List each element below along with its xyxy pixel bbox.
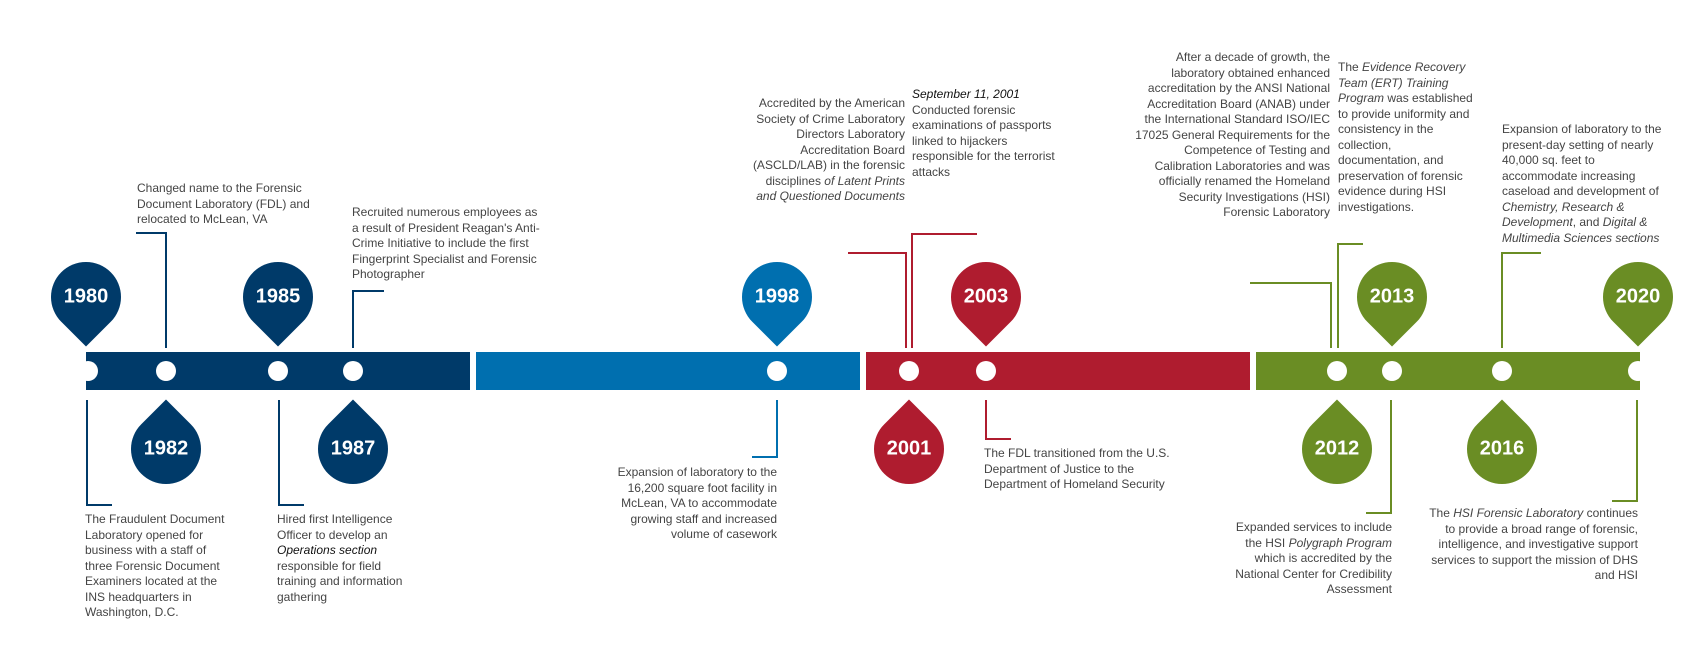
year-label-1987: 1987 bbox=[330, 437, 376, 460]
note-2013-polygraph-emphasis: Polygraph Program bbox=[1288, 535, 1392, 550]
note-1998 bbox=[617, 465, 777, 543]
note-2016-text-before: Expansion of laboratory to the present-day setting of nearly 40,000 sq. feet to accommodate increasing caseload and development of bbox=[1502, 122, 1662, 198]
timeline-dot-2001 bbox=[899, 361, 919, 381]
note-1982 bbox=[137, 181, 317, 228]
connector-1987 bbox=[352, 290, 384, 348]
connector-2012-accreditation bbox=[1250, 282, 1332, 348]
note-2001-sept11 bbox=[912, 87, 1062, 180]
connector-2013-ert bbox=[1337, 243, 1363, 348]
connector-2001-sept11 bbox=[911, 233, 977, 348]
timeline-dot-2016 bbox=[1492, 361, 1512, 381]
note-1985-text-before: Hired first Intelligence Officer to develop an bbox=[277, 512, 393, 542]
note-1987-text: Recruited numerous employees as a result of President Reagan's Anti-Crime Initiative to include the first Fingerprint Specialist and Forensic Photographer bbox=[352, 205, 540, 281]
note-1998-text: Expansion of laboratory to the 16,200 square foot facility in McLean, VA to accommodate growing staff and increased volume of casework bbox=[617, 465, 777, 541]
note-2001-accreditation-text-before: Accredited by the American Society of Crime Laboratory Directors Laboratory Accreditation Board (ASCLD/LAB) in the forensic disciplines bbox=[752, 96, 905, 188]
year-label-2013: 2013 bbox=[1369, 285, 1415, 308]
connector-1982 bbox=[136, 232, 167, 348]
year-label-2020: 2020 bbox=[1615, 285, 1661, 308]
note-2016-emphasis-2: Digital & Multimedia Sciences sections bbox=[1502, 215, 1660, 245]
note-2016 bbox=[1502, 122, 1670, 246]
note-2020-text-after: continues to provide a broad range of forensic, intelligence, and investigative support services to support the mission of DHS and HSI bbox=[1431, 506, 1638, 582]
note-1980-text: The Fraudulent Document Laboratory opened for business with a staff of three Forensic Document Examiners located at the INS headquarters in Washington, D.C. bbox=[85, 512, 225, 619]
era-band-blue bbox=[476, 352, 860, 390]
note-2012-text: After a decade of growth, the laboratory obtained enhanced accreditation by the ANSI National Accreditation Board (ANAB) under the International Standard ISO/IEC 17025 General Requirements for the Competence of Testing and Calibration Laboratories and was officially renamed the Homeland Security Investigations (HSI) Forensic Laboratory bbox=[1135, 50, 1330, 219]
note-2001-accreditation bbox=[745, 96, 905, 205]
connector-2016 bbox=[1501, 252, 1541, 348]
note-2001-accreditation-emphasis: of Latent Prints and Questioned Documents bbox=[756, 173, 905, 203]
note-1985 bbox=[277, 512, 422, 605]
note-2020-text-before: The bbox=[1429, 506, 1454, 520]
era-band-red bbox=[866, 352, 1250, 390]
note-1985-text-after: responsible for field training and information gathering bbox=[277, 558, 403, 604]
note-2013-ert-text-after: was established to provide uniformity and consistency in the collection, documentation, and preservation of forensic evidence during HSI investigations. bbox=[1338, 91, 1473, 214]
connector-2001-accreditation bbox=[848, 252, 907, 348]
timeline-dot-1998 bbox=[767, 361, 787, 381]
note-2003-text: The FDL transitioned from the U.S. Department of Justice to the Department of Homeland Security bbox=[984, 446, 1170, 491]
note-2013-polygraph bbox=[1222, 520, 1392, 598]
note-2013-polygraph-text-after: which is accredited by the National Center for Credibility Assessment bbox=[1235, 551, 1392, 596]
timeline-dot-2013 bbox=[1382, 361, 1402, 381]
year-label-2012: 2012 bbox=[1314, 437, 1360, 460]
note-2001-sept11-date: September 11, 2001 bbox=[912, 87, 1020, 101]
timeline-dot-1985 bbox=[268, 361, 288, 381]
note-2013-ert-text-before: The bbox=[1338, 60, 1363, 74]
note-1980 bbox=[85, 512, 235, 621]
year-label-2003: 2003 bbox=[963, 285, 1009, 308]
timeline-dot-2020 bbox=[1628, 361, 1648, 381]
connector-2003 bbox=[985, 400, 1011, 440]
note-2016-text-mid: , and bbox=[1572, 215, 1603, 229]
note-2020 bbox=[1428, 506, 1638, 584]
year-label-2016: 2016 bbox=[1479, 437, 1525, 460]
note-2012-accreditation bbox=[1130, 50, 1330, 221]
year-label-1998: 1998 bbox=[754, 285, 800, 308]
note-2013-polygraph-text-before: Expanded services to include the HSI bbox=[1235, 520, 1392, 550]
note-1982-text: Changed name to the Forensic Document Laboratory (FDL) and relocated to McLean, VA bbox=[137, 181, 310, 226]
note-2001-sept11-text: Conducted forensic examinations of passports linked to hijackers responsible for the terrorist attacks bbox=[912, 102, 1055, 179]
note-2016-emphasis-1: Chemistry, Research & Development bbox=[1502, 199, 1625, 229]
note-2003 bbox=[984, 446, 1184, 493]
note-1985-emphasis: Operations section bbox=[277, 543, 378, 557]
note-2013-ert-emphasis: Evidence Recovery Team (ERT) Training Program bbox=[1338, 60, 1466, 105]
year-label-1985: 1985 bbox=[255, 285, 301, 308]
connector-2020 bbox=[1612, 400, 1638, 502]
note-2013-ert bbox=[1338, 60, 1476, 215]
timeline-dot-2012 bbox=[1327, 361, 1347, 381]
timeline-dot-1982 bbox=[156, 361, 176, 381]
note-1987 bbox=[352, 205, 547, 283]
year-label-1982: 1982 bbox=[143, 437, 189, 460]
timeline-dot-2003 bbox=[976, 361, 996, 381]
connector-2013-polygraph bbox=[1366, 400, 1392, 514]
year-label-1980: 1980 bbox=[63, 285, 109, 308]
note-2020-emphasis: HSI Forensic Laboratory bbox=[1453, 506, 1584, 520]
era-band-green bbox=[1256, 352, 1640, 390]
connector-1980 bbox=[86, 400, 112, 506]
year-label-2001: 2001 bbox=[886, 437, 932, 460]
timeline-dot-1987 bbox=[343, 361, 363, 381]
connector-1985 bbox=[278, 400, 304, 506]
timeline-dot-1980 bbox=[78, 361, 98, 381]
connector-1998 bbox=[752, 400, 778, 458]
